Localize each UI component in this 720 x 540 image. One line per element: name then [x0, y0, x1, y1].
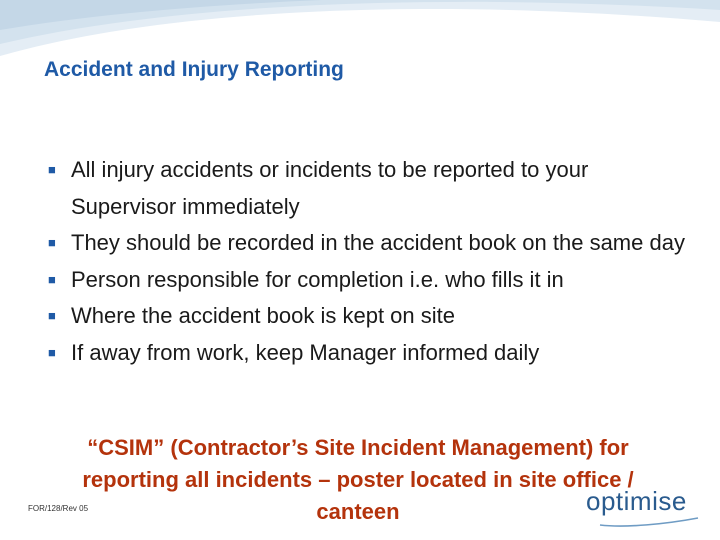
bullet-marker-icon: ■ [48, 344, 56, 360]
footer-reference: FOR/128/Rev 05 [28, 504, 89, 513]
bullet-text: If away from work, keep Manager informed daily [71, 339, 540, 365]
bullet-item [48, 298, 688, 335]
bullet-text: Where the accident book is kept on site [71, 303, 455, 328]
slide-title: Accident and Injury Reporting [44, 58, 344, 81]
csim-callout: “CSIM” (Contractor’s Site Incident Management) for reporting all incidents – poster located in site office / canteen [82, 435, 634, 524]
bullet-text: Person responsible for completion i.e. who fills it in [71, 266, 564, 292]
logo-swoosh-icon [586, 486, 706, 530]
bullet-item [48, 335, 688, 372]
bullet-text: All injury accidents or incidents to be reported to your Supervisor immediately [71, 157, 589, 219]
bullet-item [48, 225, 688, 262]
bullet-item [48, 152, 688, 225]
bullet-marker-icon: ■ [48, 235, 56, 250]
optimise-logo [586, 486, 706, 530]
bullet-text: They should be recorded in the accident book on the same day [71, 230, 685, 255]
logo-wordmark: optimise [586, 486, 687, 516]
bullet-list [48, 152, 688, 371]
bullet-marker-icon: ■ [48, 162, 56, 177]
bullet-marker-icon: ■ [48, 271, 56, 287]
bullet-item [48, 262, 688, 299]
bullet-marker-icon: ■ [48, 308, 56, 323]
